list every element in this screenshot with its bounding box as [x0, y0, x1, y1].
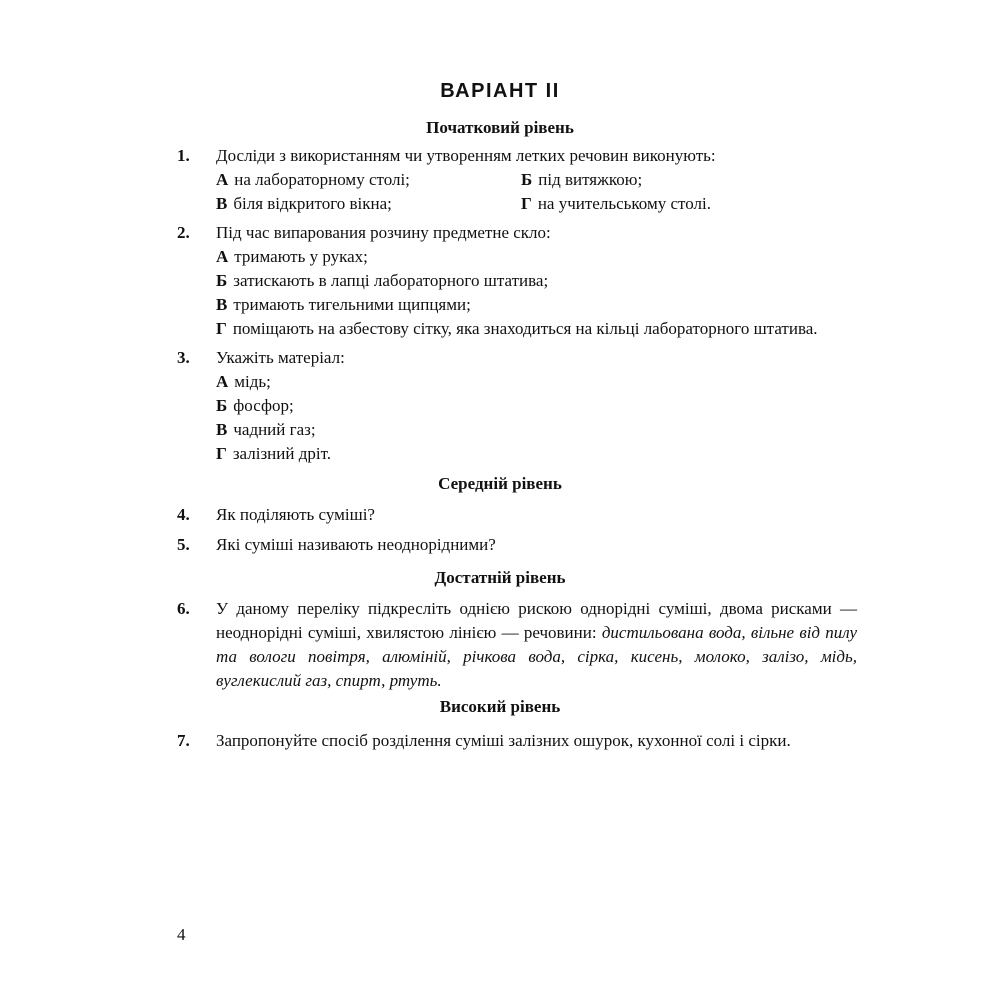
section-middle-level: Середній рівень — [438, 474, 562, 493]
question-1 — [177, 144, 857, 216]
variant-title: ВАРІАНТ ІІ — [440, 80, 560, 102]
question-7 — [177, 729, 857, 753]
question-6 — [177, 597, 857, 693]
substance-list: дистильована вода, вільне від пилу та вологи повітря, алюміній, річкова вода, сірка, кисень, молоко, залізо, мідь, вуглекислий газ, спирт, ртуть. — [216, 623, 858, 690]
section-sufficient-level: Достатній рівень — [434, 568, 566, 587]
option-a: А тримають у руках; — [216, 247, 368, 266]
option-b: Б фосфор; — [216, 396, 294, 415]
option-d: Г залізний дріт. — [216, 444, 331, 463]
option-d: Г поміщають на азбестову сітку, яка знаходиться на кільці лабораторного штатива. — [216, 319, 818, 338]
question-number: 6. — [177, 599, 190, 618]
question-text: Які суміші називають неоднорідними? — [216, 535, 496, 554]
question-text: Укажіть матеріал: — [216, 348, 345, 367]
option-c: В чадний газ; — [216, 420, 316, 439]
question-number: 2. — [177, 223, 190, 242]
question-text: Під час випарования розчину предметне скло: — [216, 223, 551, 242]
question-number: 1. — [177, 146, 190, 165]
section-high-level: Високий рівень — [439, 697, 561, 716]
question-number: 7. — [177, 731, 190, 750]
question-text: Як поділяють суміші? — [216, 505, 375, 524]
question-text: Запропонуйте спосіб розділення суміші залізних ошурок, кухонної солі і сірки. — [216, 731, 791, 750]
question-number: 4. — [177, 505, 190, 524]
question-text: У даному переліку підкресліть однією рискою однорідні суміші, двома рисками — неоднорідні суміші, хвилястою лінією — речовини: дистильована вода, вільне від пилу та вологи повітря, алюміній, річкова вода, сірка, кисень, молоко, залізо, мідь, вуглекислий газ, спирт, ртуть. — [216, 599, 858, 690]
question-4 — [177, 503, 857, 527]
option-b: Б затискають в лапці лабораторного штатива; — [216, 271, 549, 290]
question-2 — [177, 221, 857, 341]
option-a: А мідь; — [216, 372, 271, 391]
question-number: 3. — [177, 348, 190, 367]
question-number: 5. — [177, 535, 190, 554]
question-text: Досліди з використанням чи утворенням летких речовин виконують: — [216, 146, 716, 165]
option-c: В біля відкритого вікна; — [216, 194, 392, 213]
page-number: 4 — [177, 925, 186, 944]
option-b: Б під витяжкою; — [521, 170, 643, 189]
option-c: В тримають тигельними щипцями; — [216, 295, 471, 314]
section-initial-level: Початковий рівень — [426, 118, 574, 137]
question-5 — [177, 533, 857, 557]
option-a: А на лабораторному столі; — [216, 170, 410, 189]
question-3 — [177, 346, 857, 466]
option-d: Г на учительському столі. — [521, 194, 711, 213]
